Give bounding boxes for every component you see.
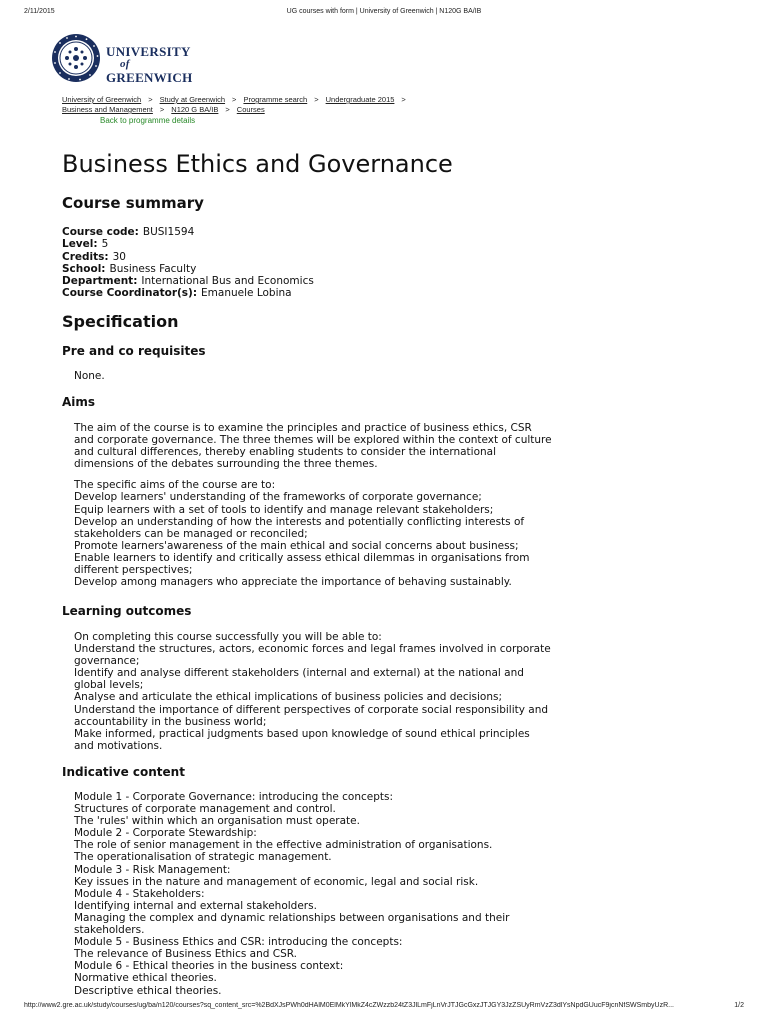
outcome-line: Make informed, practical judgments based upon knowledge of sound ethical principles xyxy=(74,727,530,740)
content-line: Module 6 - Ethical theories in the business context: xyxy=(74,960,344,973)
breadcrumb-separator: > xyxy=(148,95,153,104)
aims-intro-line: dimensions of the debates surrounding the three themes. xyxy=(74,458,378,471)
content-line: Module 1 - Corporate Governance: introducing the concepts: xyxy=(74,791,394,803)
print-footer xyxy=(24,1002,744,1014)
aims-line: Enable learners to identify and critically assess ethical dilemmas in organisations from xyxy=(74,551,530,564)
summary-value: International Bus and Economics xyxy=(141,275,314,288)
summary-row-credits xyxy=(62,251,562,263)
aims-line: stakeholders can be managed or reconciled; xyxy=(74,527,308,540)
aims-line: Equip learners with a set of tools to identify and manage relevant stakeholders; xyxy=(74,503,494,516)
outcome-line: accountability in the business world; xyxy=(74,715,267,728)
summary-label: Course Coordinator(s): xyxy=(62,287,198,300)
breadcrumb xyxy=(62,95,502,115)
breadcrumb-item-programme[interactable]: N120 G BA/IB xyxy=(171,105,219,114)
outcome-line: Identify and analyse different stakeholders (internal and external) at the national and xyxy=(74,667,524,680)
print-header xyxy=(24,8,744,20)
content-line: The role of senior management in the effective administration of organisations. xyxy=(74,839,493,852)
summary-row-coordinator xyxy=(62,287,562,299)
content-line: The relevance of Business Ethics and CSR. xyxy=(74,948,298,961)
aims-heading: Aims xyxy=(62,395,96,409)
breadcrumb-separator: > xyxy=(159,105,165,114)
prereq-text xyxy=(74,370,574,382)
indicative-content-text xyxy=(74,791,574,997)
print-date: 2/11/2015 xyxy=(24,8,55,15)
content-line: stakeholders. xyxy=(74,924,145,937)
outcome-line: Understand the structures, actors, economic forces and legal frames involved in corporate xyxy=(74,643,551,656)
aims-line: different perspectives; xyxy=(74,564,193,577)
summary-label: School: xyxy=(62,262,106,275)
prereq-value: None. xyxy=(74,370,105,382)
content-line: Descriptive ethical theories. xyxy=(74,984,222,997)
print-url: http://www2.gre.ac.uk/study/courses/ug/ba/n120/courses?sq_content_src=%2BdXJsPWh0dHAlM0ElMkYlMkZ4cZWzzb24tZ3JlLmFjLnVrJTJGcGxzJTJGY3JzZSUyRmVzZ3dlYsNpdGUucF9jcnNfSWSmbyUzR... xyxy=(24,1002,674,1009)
aims-intro xyxy=(74,422,574,470)
university-logo[interactable] xyxy=(50,32,240,92)
learning-outcomes-text xyxy=(74,631,574,752)
page-title: Business Ethics and Governance xyxy=(62,150,453,178)
summary-value: Business Faculty xyxy=(109,262,197,275)
prereq-heading: Pre and co requisites xyxy=(62,344,206,358)
summary-value: 5 xyxy=(101,238,109,251)
content-line: Managing the complex and dynamic relationships between organisations and their xyxy=(74,911,510,924)
summary-value: Emanuele Lobina xyxy=(201,287,292,300)
breadcrumb-separator: > xyxy=(232,95,237,104)
breadcrumb-separator: > xyxy=(401,95,406,104)
summary-label: Credits: xyxy=(62,250,109,263)
outcome-line: On completing this course successfully you will be able to: xyxy=(74,631,382,643)
aims-line: Develop learners' understanding of the frameworks of corporate governance; xyxy=(74,491,482,504)
content-line: The 'rules' within which an organisation must operate. xyxy=(74,815,360,828)
content-line: Structures of corporate management and control. xyxy=(74,803,336,816)
indicative-content-heading: Indicative content xyxy=(62,765,185,779)
learning-outcomes-heading: Learning outcomes xyxy=(62,604,192,618)
print-page-number: 1/2 xyxy=(734,1002,744,1009)
outcome-line: and motivations. xyxy=(74,739,163,752)
breadcrumb-separator: > xyxy=(225,105,230,114)
summary-row-course-code xyxy=(62,226,562,238)
content-line: Normative ethical theories. xyxy=(74,972,217,985)
wordmark-line-3: GREENWICH xyxy=(106,70,193,85)
outcome-line: global levels; xyxy=(74,679,144,692)
content-line: Key issues in the nature and management of economic, legal and social risk. xyxy=(74,875,479,888)
specification-heading: Specification xyxy=(62,312,179,331)
content-line: Module 2 - Corporate Stewardship: xyxy=(74,827,257,840)
course-summary-heading: Course summary xyxy=(62,194,204,212)
back-to-programme-link[interactable]: Back to programme details xyxy=(100,116,196,125)
breadcrumb-item-undergraduate[interactable]: Undergraduate 2015 xyxy=(325,95,395,104)
breadcrumb-separator: > xyxy=(314,95,319,104)
university-wordmark xyxy=(106,45,193,84)
aims-line: Promote learners'awareness of the main ethical and social concerns about business; xyxy=(74,539,519,552)
wordmark-line-1: UNIVERSITY xyxy=(106,44,191,59)
aims-line: Develop an understanding of how the interests and potentially conflicting interests of xyxy=(74,515,525,528)
summary-row-school xyxy=(62,263,562,275)
breadcrumb-line-2 xyxy=(62,105,502,115)
outcome-line: Understand the importance of different perspectives of corporate social responsibility and xyxy=(74,703,549,716)
content-line: Module 3 - Risk Management: xyxy=(74,863,231,876)
summary-row-department xyxy=(62,275,562,287)
course-summary xyxy=(62,226,562,300)
content-line: The operationalisation of strategic management. xyxy=(74,851,332,864)
outcome-line: Analyse and articulate the ethical implications of business policies and decisions; xyxy=(74,691,503,704)
summary-label: Level: xyxy=(62,238,98,251)
aims-line: Develop among managers who appreciate the importance of behaving sustainably. xyxy=(74,576,512,589)
breadcrumb-item-courses[interactable]: Courses xyxy=(236,105,265,114)
summary-label: Course code: xyxy=(62,226,139,238)
content-line: Module 5 - Business Ethics and CSR: introducing the concepts: xyxy=(74,936,403,949)
university-seal-icon xyxy=(50,32,102,84)
content-line: Module 4 - Stakeholders: xyxy=(74,887,205,900)
breadcrumb-item-business[interactable]: Business and Management xyxy=(62,105,153,114)
print-page-title: UG courses with form | University of Greenwich | N120G BA/IB xyxy=(286,8,482,15)
summary-value: BUSI1594 xyxy=(142,226,195,238)
summary-value: 30 xyxy=(112,250,126,263)
aims-text xyxy=(74,422,574,588)
breadcrumb-item-programme-search[interactable]: Programme search xyxy=(243,95,308,104)
wordmark-line-2: of xyxy=(120,58,130,70)
aims-intro-line: and cultural differences, thereby enabling students to consider the international xyxy=(74,446,497,459)
aims-intro-line: and corporate governance. The three themes will be explored within the context of culture xyxy=(74,434,552,447)
summary-label: Department: xyxy=(62,275,138,288)
aims-line: The specific aims of the course are to: xyxy=(74,479,276,492)
breadcrumb-line-1 xyxy=(62,95,502,105)
breadcrumb-item-university[interactable]: University of Greenwich xyxy=(62,95,142,104)
outcome-line: governance; xyxy=(74,655,140,668)
aims-intro-line: The aim of the course is to examine the principles and practice of business ethics, CSR xyxy=(74,422,532,434)
breadcrumb-item-study[interactable]: Study at Greenwich xyxy=(159,95,226,104)
summary-row-level xyxy=(62,238,562,250)
aims-list xyxy=(74,479,574,588)
content-line: Identifying internal and external stakeholders. xyxy=(74,899,317,912)
